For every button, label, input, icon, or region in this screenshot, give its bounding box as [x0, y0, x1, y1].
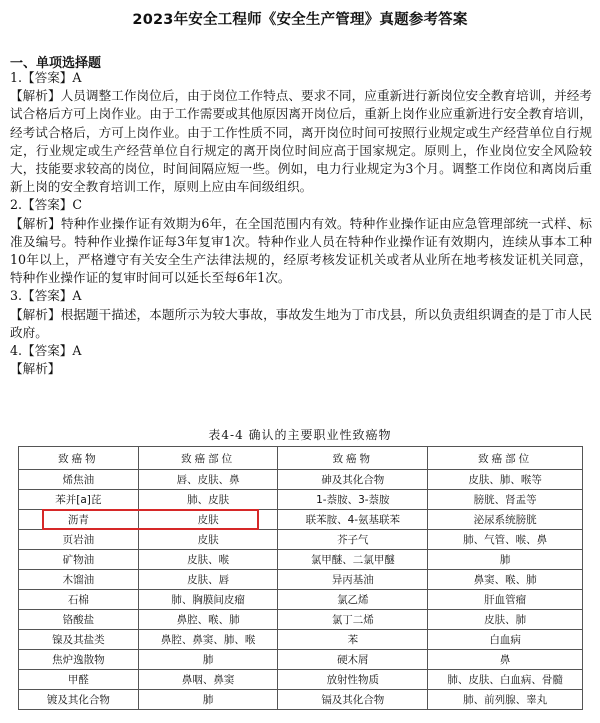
table-cell: 肺、前列腺、睾丸	[428, 690, 583, 710]
answer-line: 3.【答案】A	[10, 288, 82, 304]
header-cell: 致癌物	[19, 447, 139, 470]
table-cell: 芥子气	[278, 530, 428, 550]
table-cell: 肺	[138, 690, 278, 710]
header-cell: 致癌物	[278, 447, 428, 470]
header-cell: 致癌部位	[428, 447, 583, 470]
table-cell: 焦炉逸散物	[19, 650, 139, 670]
table-cell: 白血病	[428, 630, 583, 650]
table-cell: 肺	[138, 650, 278, 670]
table-row	[19, 590, 583, 610]
table-cell: 皮肤、唇	[138, 570, 278, 590]
answers-body	[10, 69, 592, 378]
table-cell: 皮肤	[138, 510, 278, 530]
table-row	[19, 490, 583, 510]
table-cell: 联苯胺、4-氨基联苯	[278, 510, 428, 530]
table-row	[19, 670, 583, 690]
table-cell: 硬木屑	[278, 650, 428, 670]
table-cell: 肺、皮肤、白血病、骨髓	[428, 670, 583, 690]
table-cell: 鼻腔、喉、肺	[138, 610, 278, 630]
table-cell: 肺	[428, 550, 583, 570]
table-row	[19, 470, 583, 490]
table-cell: 石棉	[19, 590, 139, 610]
table-row	[19, 550, 583, 570]
answer-line: 4.【答案】A	[10, 343, 82, 359]
table-cell: 砷及其化合物	[278, 470, 428, 490]
table-cell: 沥青	[19, 510, 139, 530]
table-caption: 表4-4 确认的主要职业性致癌物	[208, 428, 392, 442]
table-cell: 氯丁二烯	[278, 610, 428, 630]
table-cell: 皮肤	[138, 530, 278, 550]
table-cell: 皮肤、肺、喉等	[428, 470, 583, 490]
table-cell: 肺、气管、喉、鼻	[428, 530, 583, 550]
carcinogen-table	[18, 446, 583, 710]
table-cell: 镍及其盐类	[19, 630, 139, 650]
table-cell: 鼻	[428, 650, 583, 670]
analysis-paragraph: 【解析】	[10, 361, 61, 377]
header-cell: 致癌部位	[138, 447, 278, 470]
table-cell: 甲醛	[19, 670, 139, 690]
analysis-paragraph: 【解析】特种作业操作证有效期为6年，在全国范围内有效。特种作业操作证由应急管理部统一式样、标准及编号。特种作业操作证每3年复审1次。特种作业人员在特种作业操作证有效期内，连续从事本工种10年以上，严格遵守有关安全生产法律法规的，经原考核发证机关或者从业所在地考核发证机关同意，特种作业操作证的复审时间可以延长至每6年1次。	[10, 215, 592, 286]
table-cell: 鼻窦、喉、肺	[428, 570, 583, 590]
table-header-row	[19, 447, 583, 470]
section-heading: 一、单项选择题	[10, 56, 102, 71]
table-cell: 肺、胸膜间皮瘤	[138, 590, 278, 610]
table-cell: 氯乙烯	[278, 590, 428, 610]
table-cell: 木馏油	[19, 570, 139, 590]
table-cell: 泌尿系统膀胱	[428, 510, 583, 530]
table-row	[19, 510, 583, 530]
table-row	[19, 630, 583, 650]
table-cell: 鼻咽、鼻窦	[138, 670, 278, 690]
table-cell: 页岩油	[19, 530, 139, 550]
table-cell: 异丙基油	[278, 570, 428, 590]
table-cell: 矿物油	[19, 550, 139, 570]
table-body	[19, 470, 583, 710]
table-cell: 肺、皮肤	[138, 490, 278, 510]
table-row	[19, 530, 583, 550]
table-row	[19, 690, 583, 710]
table-cell: 铬酸盐	[19, 610, 139, 630]
page-title: 2023年安全工程师《安全生产管理》真题参考答案	[132, 12, 468, 28]
table-cell: 1-萘胺、3-萘胺	[278, 490, 428, 510]
answer-line: 1.【答案】A	[10, 70, 82, 85]
table-cell: 苯	[278, 630, 428, 650]
table-cell: 苯并[a]芘	[19, 490, 139, 510]
table-cell: 氯甲醚、二氯甲醚	[278, 550, 428, 570]
table-cell: 膀胱、肾盂等	[428, 490, 583, 510]
table-cell: 镉及其化合物	[278, 690, 428, 710]
table-cell: 放射性物质	[278, 670, 428, 690]
table-cell: 镀及其化合物	[19, 690, 139, 710]
table-cell: 唇、皮肤、鼻	[138, 470, 278, 490]
table-row	[19, 610, 583, 630]
table-cell: 烯焦油	[19, 470, 139, 490]
table-cell: 皮肤、喉	[138, 550, 278, 570]
table-row	[19, 570, 583, 590]
analysis-paragraph: 【解析】人员调整工作岗位后，由于岗位工作特点、要求不同，应重新进行新岗位安全教育培训，并经考试合格后方可上岗作业。由于工作需要或其他原因离开岗位后，重新上岗作业应重新进行安全教育培训，经考试合格后，方可上岗作业。由于工作性质不同，离开岗位时间可按照行业规定或生产经营单位自行规定，行业规定或生产经营单位自行规定的离开岗位时间应高于国家规定。原则上，作业岗位安全风险较大，技能要求较高的岗位，时间间隔应短一些。例如，电力行业规定为3个月。调整工作岗位和离岗后重新上岗的安全教育培训工作，原则上应由车间级组织。	[10, 88, 592, 195]
table-cell: 皮肤、肺	[428, 610, 583, 630]
analysis-paragraph: 【解析】根据题干描述，本题所示为较大事故，事故发生地为丁市戊县，所以负责组织调查的是丁市人民政府。	[10, 306, 592, 340]
table-cell: 鼻腔、鼻窦、肺、喉	[138, 630, 278, 650]
table-row	[19, 650, 583, 670]
answer-line: 2.【答案】C	[10, 197, 83, 213]
table-cell: 肝血管瘤	[428, 590, 583, 610]
